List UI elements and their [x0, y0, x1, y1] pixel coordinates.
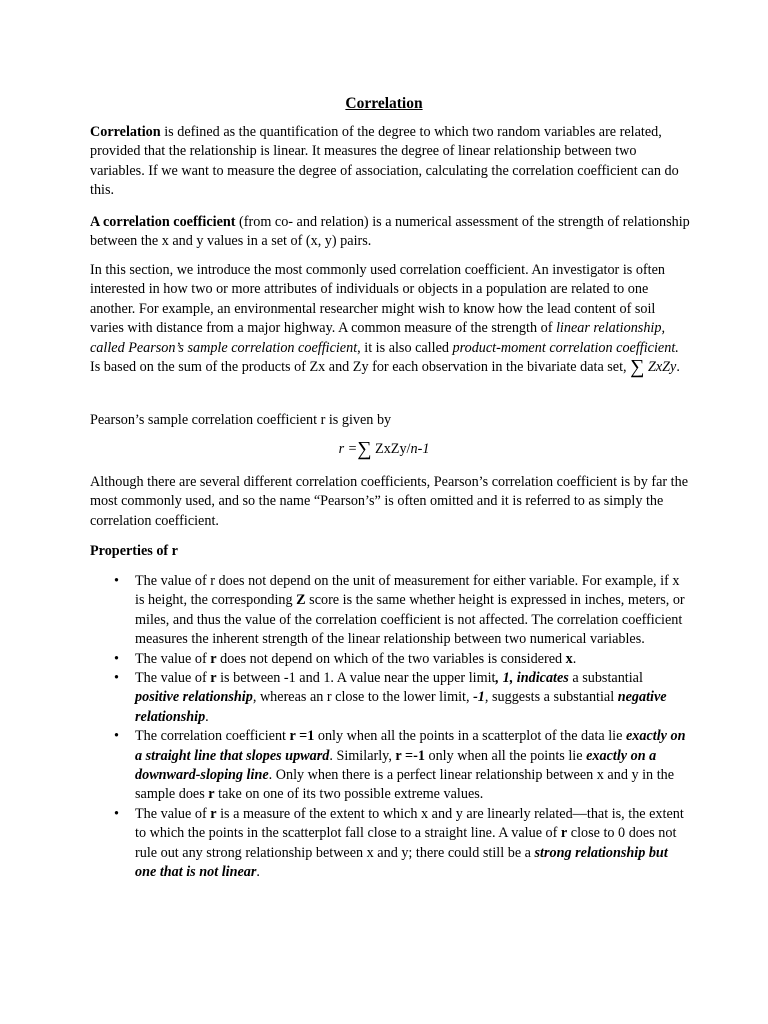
list-item: • The value of r is a measure of the extent to which x and y are linearly related—that is, the extent to which the points in the scatterplot fall close to a straight line. A value of r close to 0 does not rule out any strong relationship between x and y; there could still be a strong relationship but one that is not linear.: [90, 805, 690, 883]
list-item: • The value of r is between -1 and 1. A value near the upper limit, 1, indicates a substantial positive relationship, whereas an r close to the lower limit, -1, suggests a substantial negative relationship.: [90, 669, 690, 727]
section-heading-properties: Properties of r: [90, 543, 178, 559]
term-correlation: Correlation: [90, 124, 161, 140]
term-correlation-coefficient: A correlation coefficient: [90, 214, 236, 230]
list-item: • The correlation coefficient r =1 only when all the points in a scatterplot of the data lie exactly on a straight line that slopes upward. Similarly, r =-1 only when all the points lie exactly on a downward-sloping line. Only when there is a perfect linear relationship between x and y in the sample does r take on one of its two possible extreme values.: [90, 727, 690, 805]
paragraph-coefficient: A correlation coefficient (from co- and relation) is a numerical assessment of the strength of relationship between the x and y values in a set of (x, y) pairs.: [90, 214, 690, 250]
pearson-formula: r =∑ ZxZy/n-1: [338, 438, 430, 460]
page-title: Correlation: [345, 95, 423, 112]
paragraph-definition: Correlation is defined as the quantification of the degree to which two random variables are related, provided that the relationship is linear. It measures the degree of linear relationship between two variables. If we want to measure the degree of association, calculating the correlation coefficient can do this.: [90, 124, 679, 199]
paragraph-pearson: In this section, we introduce the most commonly used correlation coefficient. An investigator is often interested in how two or more attributes of individuals or objects in a population are related to one another. For example, an environmental researcher might wish to know how the lead content of soil varies with distance from a major highway. A common measure of the strength of linear relationship, called Pearson’s sample correlation coefficient, it is also called product-moment correlation coefficient. Is based on the sum of the products of Zx and Zy for each observation in the bivariate data set, ∑ ZxZy.: [90, 262, 680, 379]
paragraph-usage: Although there are several different correlation coefficients, Pearson’s correlation coefficient is by far the most commonly used, and so the name “Pearson’s” is often omitted and it is referred to as simply the correlation coefficient.: [90, 474, 688, 529]
list-item: • The value of r does not depend on the unit of measurement for either variable. For example, if x is height, the corresponding Z score is the same whether height is expressed in inches, meters, or miles, and thus the value of the correlation coefficient is not affected. The correlation coefficient measures the inherent strength of the linear relationship between two numerical variables.: [90, 572, 690, 650]
paragraph-given-by: Pearson’s sample correlation coefficient r is given by: [90, 412, 392, 428]
sum-symbol: ∑: [630, 356, 645, 379]
properties-list: [90, 572, 690, 883]
sum-symbol: ∑: [357, 438, 372, 460]
list-item: • The value of r does not depend on which of the two variables is considered x.: [90, 650, 690, 669]
